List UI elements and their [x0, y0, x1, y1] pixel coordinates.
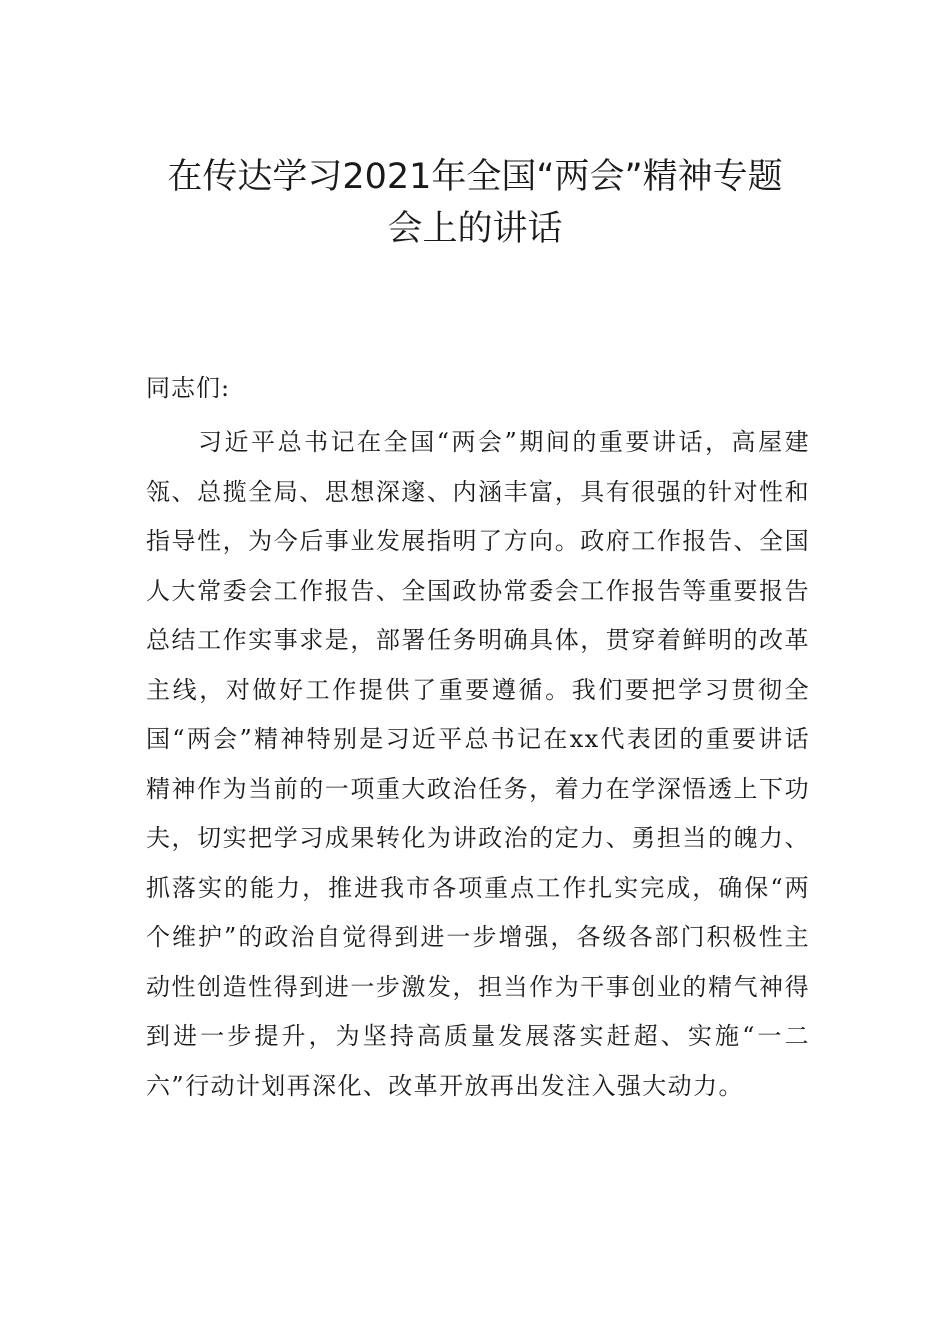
document-title — [100, 151, 850, 255]
salutation: 同志们: — [146, 374, 231, 402]
title-line-2: 会上的讲话 — [387, 209, 563, 249]
title-line-1: 在传达学习2021年全国“两会”精神专题 — [167, 157, 783, 197]
document-body — [146, 364, 810, 1111]
paragraph-1: 习近平总书记在全国“两会”期间的重要讲话，高屋建瓴、总揽全局、思想深邃、内涵丰富，具有很强的针对性和指导性，为今后事业发展指明了方向。政府工作报告、全国人大常委会工作报告、全国政协常委会工作报告等重要报告总结工作实事求是，部署任务明确具体，贯穿着鲜明的改革主线，对做好工作提供了重要遵循。我们要把学习贯彻全国“两会”精神特别是习近平总书记在xx代表团的重要讲话精神作为当前的一项重大政治任务，着力在学深悟透上下功夫，切实把学习成果转化为讲政治的定力、勇担当的魄力、抓落实的能力，推进我市各项重点工作扎实完成，确保“两个维护”的政治自觉得到进一步增强，各级各部门积极性主动性创造性得到进一步激发，担当作为干事创业的精气神得到进一步提升，为坚持高质量发展落实赶超、实施“一二六”行动计划再深化、改革开放再出发注入强大动力。 — [146, 428, 810, 1100]
